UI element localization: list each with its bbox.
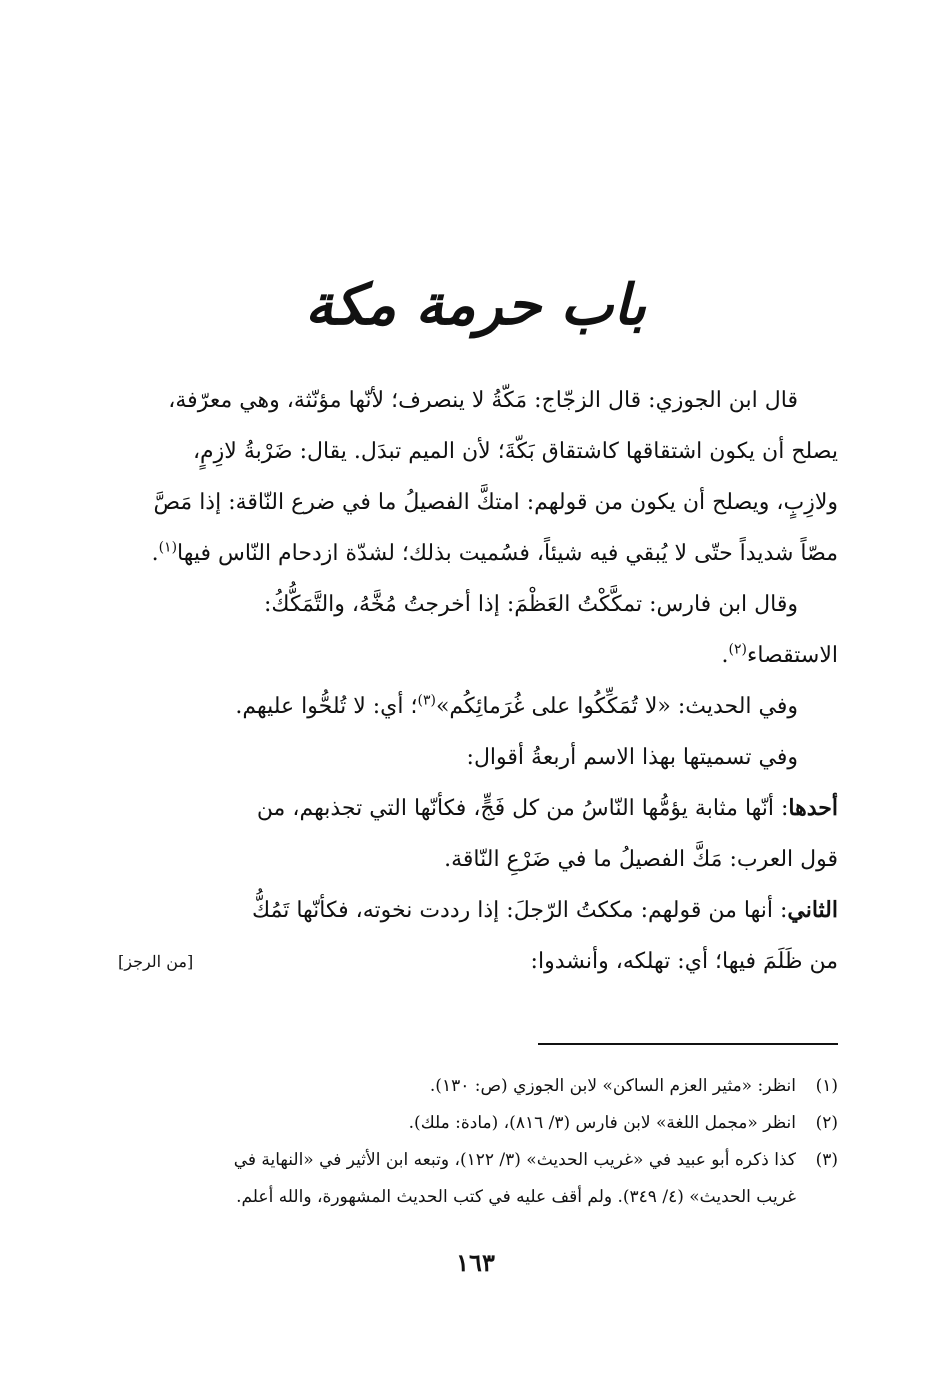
- main-text: [118, 375, 838, 987]
- text-line: يصلح أن يكون اشتقاقها كاشتقاق بَكّةَ؛ لأن الميم تبدَل. يقال: ضَرْبةُ لازِمٍ،: [192, 439, 838, 464]
- text-line: مصّاً شديداً حتّى لا يُبقي فيه شيئاً، فسُميت بذلك؛ لشدّة ازدحام النّاس فيها$^{(١)}$.: [151, 539, 838, 566]
- text-line: قال ابن الجوزي: قال الزجّاج: مَكّةُ لا ينصرف؛ لأنّها مؤنّثة، وهي معرّفة،: [168, 388, 798, 413]
- footnote-number: (٢): [815, 1113, 838, 1133]
- text-line: الثاني: أنها من قولهم: مككتُ الرّجلَ: إذا رددت نخوته، فكأنّها تَمُكُّ: [251, 897, 838, 923]
- footnote-separator: [538, 1043, 838, 1045]
- footnote-ref-3: (٣): [417, 692, 436, 709]
- text-line: وفي تسميتها بهذا الاسم أربعةُ أقوال:: [466, 745, 798, 770]
- text-line: وفي الحديث: «لا تُمَكِّكُوا على غُرَمائِكُم»$^{(٣)}$؛ أي: لا تُلحُّوا عليهم.: [235, 692, 798, 719]
- footnote: (٣)كذا ذكره أبو عبيد في «غريب الحديث» (٣/ ١٢٢)، وتبعه ابن الأثير في «النهاية في: [118, 1142, 838, 1179]
- footnote: (١)انظر: «مثير العزم الساكن» لابن الجوزي (ص: ١٣٠).: [118, 1068, 838, 1105]
- point-label: الثاني: [787, 897, 838, 923]
- text-line: أحدها: أنّها مثابة يؤمُّها النّاسُ من كل فَجٍّ، فكأنّها التي تجذبهم، من: [256, 795, 838, 821]
- meter-note: [من الرجز]: [118, 952, 194, 971]
- chapter-title: باب حرمة مكة: [305, 272, 646, 338]
- text-line: وقال ابن فارس: تمكَّكْتُ العَظْمَ: إذا أخرجتُ مُخَّهُ، والتَّمَكُّكُ:: [264, 592, 798, 617]
- footnote-number: (١): [815, 1076, 838, 1096]
- footnote: (٢)انظر «مجمل اللغة» لابن فارس (٣/ ٨١٦)، (مادة: ملك).: [118, 1105, 838, 1142]
- text-line: ولازِبٍ، ويصلح أن يكون من قولهم: امتكَّ الفصيلُ ما في ضرع النّاقة: إذا مَصَّ: [153, 490, 838, 515]
- footnote-continuation: غريب الحديث» (٤/ ٣٤٩). ولم أقف عليه في كتب الحديث المشهورة، والله أعلم.: [236, 1187, 796, 1207]
- point-label: أحدها: [788, 795, 838, 821]
- text-line: من ظَلَمَ فيها؛ أي: تهلكه، وأنشدوا: [من الرجز]: [118, 936, 838, 987]
- text-line: قول العرب: مَكَّ الفصيلُ ما في ضَرْعِ النّاقة.: [444, 847, 838, 872]
- footnotes: [118, 1068, 838, 1216]
- text-line: الاستقصاء$^{(٢)}$.: [721, 641, 838, 668]
- footnote-ref-1: (١): [158, 539, 178, 556]
- footnote-number: (٣): [815, 1150, 838, 1170]
- page-number: ١٦٣: [456, 1248, 495, 1277]
- footnote-ref-2: (٢): [728, 641, 747, 658]
